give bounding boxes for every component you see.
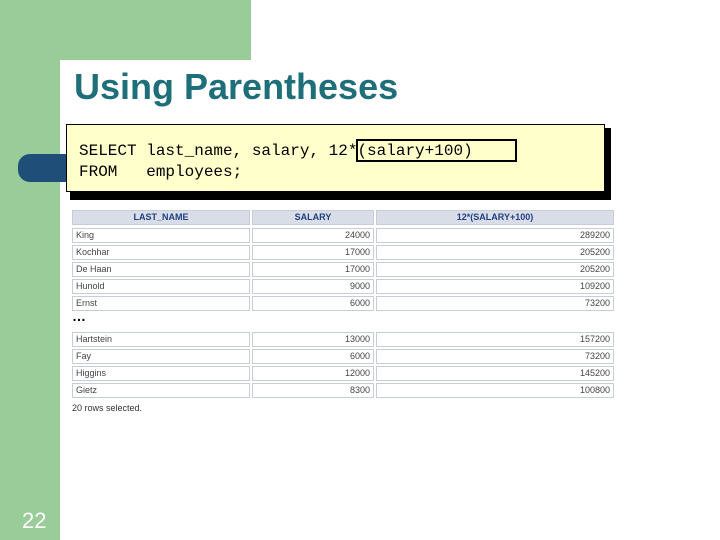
cell-expression: 205200 [376, 245, 614, 260]
page-number: 22 [22, 508, 47, 533]
top-accent-block [60, 0, 251, 60]
cell-last-name: Hartstein [72, 332, 250, 347]
sql-code-box [66, 124, 605, 192]
table-header-row [72, 210, 616, 225]
rows-selected-footer: 20 rows selected. [72, 403, 143, 413]
table-row [72, 383, 616, 398]
cell-last-name: Ernst [72, 296, 250, 311]
cell-salary: 17000 [252, 245, 374, 260]
cell-salary: 12000 [252, 366, 374, 381]
omitted-rows-ellipsis: … [72, 308, 87, 324]
sql-line-2: FROM employees; [79, 163, 243, 181]
table-row [72, 262, 616, 277]
cell-salary: 8300 [252, 383, 374, 398]
cell-salary: 17000 [252, 262, 374, 277]
table-row [72, 296, 616, 311]
table-row [72, 279, 616, 294]
cell-expression: 100800 [376, 383, 614, 398]
column-header-last-name: LAST_NAME [72, 210, 250, 225]
table-row [72, 366, 616, 381]
cell-expression: 289200 [376, 228, 614, 243]
cell-last-name: King [72, 228, 250, 243]
results-table [72, 208, 616, 400]
cell-salary: 6000 [252, 296, 374, 311]
column-header-salary: SALARY [252, 210, 374, 225]
sidebar-band [0, 0, 60, 540]
table-row [72, 349, 616, 364]
table-row [72, 245, 616, 260]
column-header-expression: 12*(SALARY+100) [376, 210, 614, 225]
cell-salary: 13000 [252, 332, 374, 347]
cell-last-name: De Haan [72, 262, 250, 277]
cell-salary: 6000 [252, 349, 374, 364]
cell-last-name: Gietz [72, 383, 250, 398]
cell-expression: 145200 [376, 366, 614, 381]
cell-last-name: Kochhar [72, 245, 250, 260]
cell-expression: 73200 [376, 296, 614, 311]
cell-last-name: Higgins [72, 366, 250, 381]
cell-expression: 109200 [376, 279, 614, 294]
cell-last-name: Fay [72, 349, 250, 364]
table-row [72, 332, 616, 347]
table-row [72, 228, 616, 243]
cell-last-name: Hunold [72, 279, 250, 294]
expression-highlight-box [356, 139, 517, 162]
cell-salary: 24000 [252, 228, 374, 243]
slide-title: Using Parentheses [74, 66, 399, 107]
cell-expression: 157200 [376, 332, 614, 347]
cell-expression: 205200 [376, 262, 614, 277]
cell-expression: 73200 [376, 349, 614, 364]
sql-line-1: SELECT last_name, salary, 12*(salary+100) [79, 142, 473, 160]
cell-salary: 9000 [252, 279, 374, 294]
